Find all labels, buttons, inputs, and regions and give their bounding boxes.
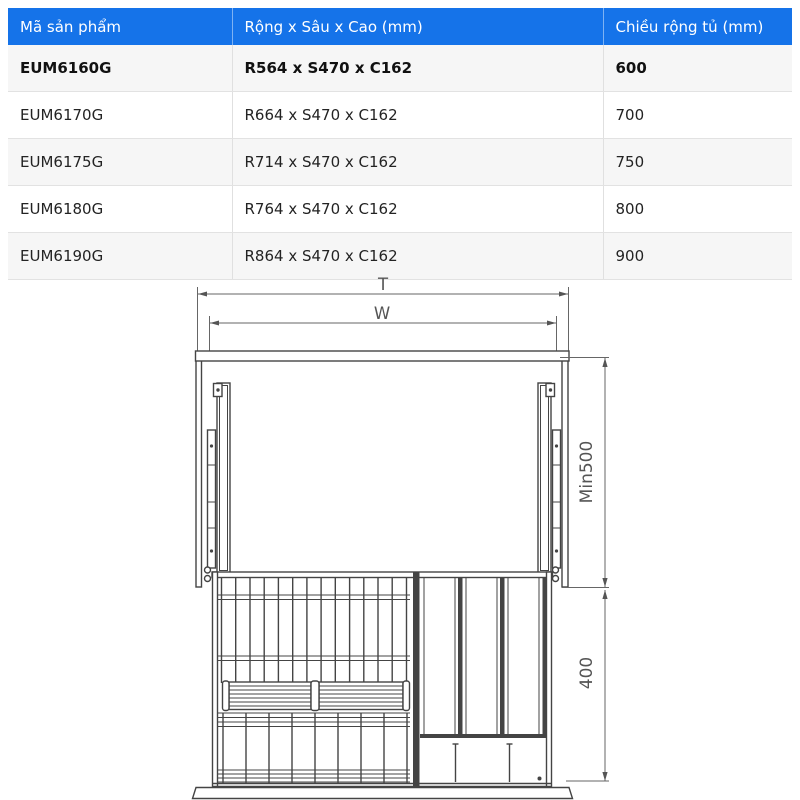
cell-product-code: EUM6180G	[8, 186, 232, 233]
wire-grid-lower	[218, 713, 410, 783]
pull-out-basket	[212, 572, 553, 787]
cell-product-code: EUM6170G	[8, 92, 232, 139]
left-slide-rail	[205, 383, 231, 582]
cell-dimensions: R714 x S470 x C162	[232, 139, 603, 186]
dim-label-min500: Min500	[577, 440, 597, 504]
dimension-basket-height	[566, 590, 609, 781]
cell-product-code: EUM6160G	[8, 45, 232, 92]
cell-cabinet-width: 800	[603, 186, 792, 233]
dim-label-400: 400	[577, 656, 597, 690]
cell-dimensions: R764 x S470 x C162	[232, 186, 603, 233]
cell-dimensions: R864 x S470 x C162	[232, 233, 603, 280]
cell-cabinet-width: 600	[603, 45, 792, 92]
cell-dimensions: R564 x S470 x C162	[232, 45, 603, 92]
table-row	[8, 139, 792, 186]
table-row	[8, 45, 792, 92]
wire-grid-upper	[218, 578, 410, 683]
dim-label-W: W	[373, 304, 391, 323]
cell-cabinet-width: 750	[603, 139, 792, 186]
slat-panel	[223, 681, 410, 711]
dim-label-T: T	[377, 275, 389, 294]
divider-section	[420, 578, 547, 782]
table-header-row	[8, 8, 792, 45]
product-spec-table	[8, 8, 792, 280]
column-header-cabinet-width: Chiều rộng tủ (mm)	[603, 8, 792, 45]
table-row	[8, 92, 792, 139]
cell-dimensions: R664 x S470 x C162	[232, 92, 603, 139]
cell-cabinet-width: 900	[603, 233, 792, 280]
dimension-inner-width	[210, 304, 557, 351]
base-plate	[193, 788, 573, 799]
column-header-product-code: Mã sản phẩm	[8, 8, 232, 45]
table-row	[8, 186, 792, 233]
cell-cabinet-width: 700	[603, 92, 792, 139]
cell-product-code: EUM6175G	[8, 139, 232, 186]
column-header-dimensions: Rộng x Sâu x Cao (mm)	[232, 8, 603, 45]
cell-product-code: EUM6190G	[8, 233, 232, 280]
technical-diagram	[0, 270, 800, 800]
cabinet-outline	[196, 351, 570, 587]
right-slide-rail	[538, 383, 561, 582]
